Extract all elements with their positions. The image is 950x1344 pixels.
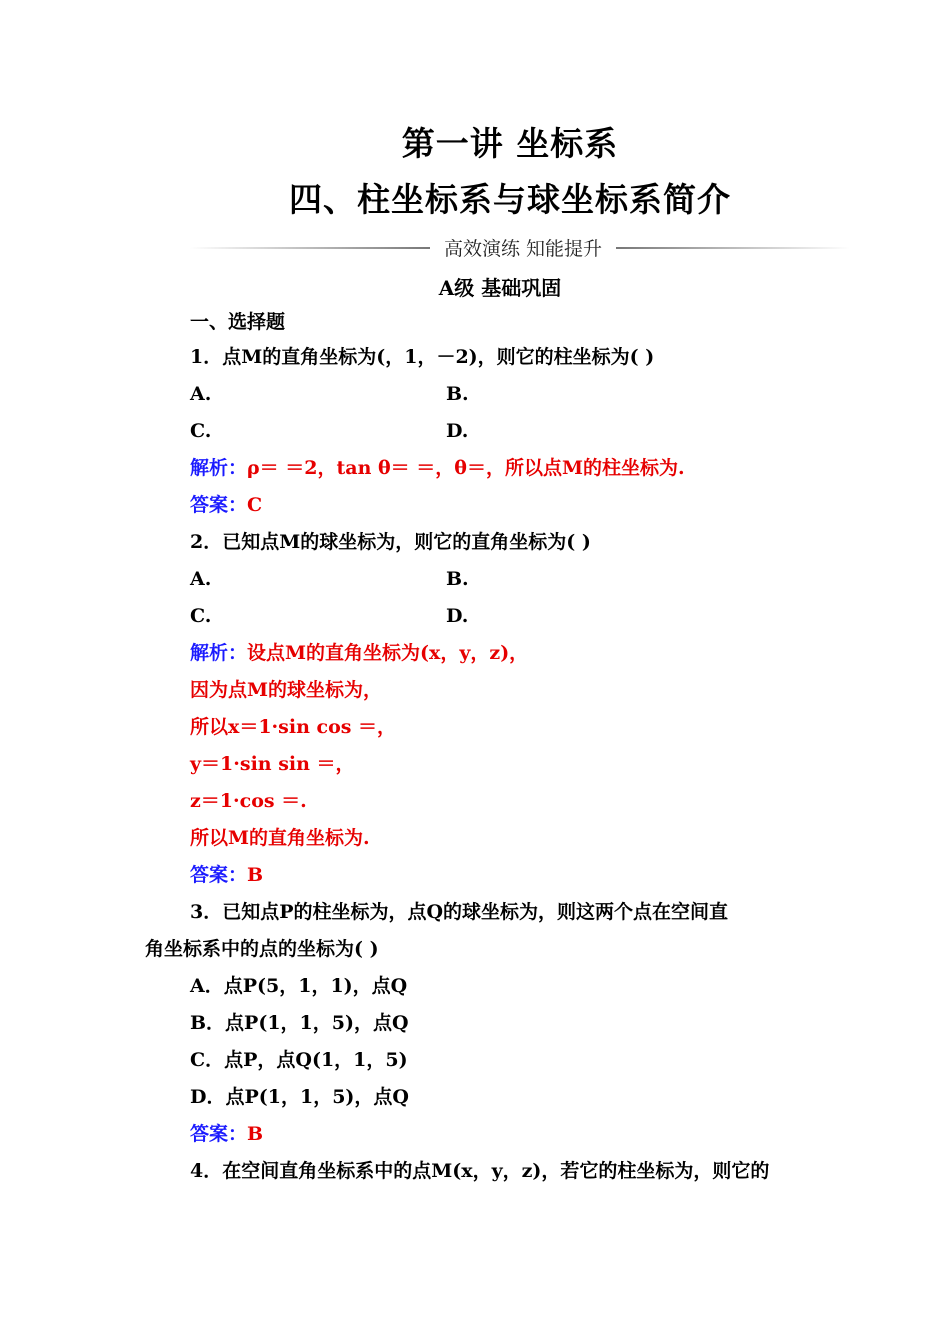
q1-analysis [190, 455, 685, 481]
q2-option-c: C. [190, 605, 212, 627]
q1-option-b: B. [446, 383, 469, 405]
banner-rule-right [616, 247, 850, 249]
banner-text: 高效演练 知能提升 [443, 238, 603, 260]
q1-answer-value: C [247, 494, 263, 516]
q2-option-a: A. [190, 568, 212, 590]
q3-option-d: D．点P(1，1，5)，点Q [190, 1086, 409, 1108]
q1-answer [190, 492, 262, 518]
q4-stem: 4．在空间直角坐标系中的点M(x，y，z)，若它的柱坐标为，则它的 [190, 1160, 770, 1182]
q2-analysis-line-1 [190, 640, 528, 666]
q3-option-a: A．点P(5，1，1)，点Q [190, 975, 408, 997]
q1-analysis-text: ρ＝ ＝2，tan θ＝ ＝，θ＝，所以点M的柱坐标为. [247, 457, 685, 479]
q1-answer-label: 答案： [190, 494, 248, 516]
q2-analysis-line-4: y＝1·sin sin ＝， [190, 753, 355, 775]
q2-analysis-line-2: 因为点M的球坐标为， [190, 679, 383, 701]
banner-rule-left [190, 247, 430, 249]
q2-analysis-label: 解析： [190, 642, 248, 664]
q1-analysis-label: 解析： [190, 457, 248, 479]
q1-option-a: A. [190, 383, 212, 405]
q2-analysis-line-6: 所以M的直角坐标为. [190, 827, 370, 849]
q3-option-b: B．点P(1，1，5)，点Q [190, 1012, 409, 1034]
q3-stem-line-1: 3．已知点P的柱坐标为，点Q的球坐标为，则这两个点在空间直 [190, 901, 729, 923]
q2-answer-label: 答案： [190, 864, 248, 886]
q1-option-c: C. [190, 420, 212, 442]
level-heading: A级 基础巩固 [438, 276, 562, 300]
q3-answer-value: B [247, 1123, 264, 1145]
q2-analysis-line-5: z＝1·cos ＝. [190, 790, 307, 812]
q2-analysis-text-1: 设点M的直角坐标为(x，y，z)， [247, 642, 529, 664]
q3-answer-label: 答案： [190, 1123, 248, 1145]
section-title: 四、柱坐标系与球坐标系简介 [289, 180, 731, 219]
q2-stem: 2．已知点M的球坐标为，则它的直角坐标为( ) [190, 531, 591, 553]
q2-answer [190, 862, 263, 888]
q3-answer [190, 1121, 263, 1147]
chapter-title: 第一讲 坐标系 [401, 124, 619, 163]
q1-stem: 1．点M的直角坐标为(，1，－2)，则它的柱坐标为( ) [190, 346, 655, 368]
q3-option-c: C．点P，点Q(1，1，5) [190, 1049, 408, 1071]
q1-option-d: D. [446, 420, 469, 442]
q2-answer-value: B [247, 864, 264, 886]
section-heading: 一、选择题 [190, 311, 286, 333]
q2-option-d: D. [446, 605, 469, 627]
q2-analysis-line-3: 所以x＝1·sin cos ＝， [190, 716, 397, 738]
q2-option-b: B. [446, 568, 469, 590]
practice-banner [190, 232, 850, 262]
q3-stem-line-2: 角坐标系中的点的坐标为( ) [145, 938, 379, 960]
